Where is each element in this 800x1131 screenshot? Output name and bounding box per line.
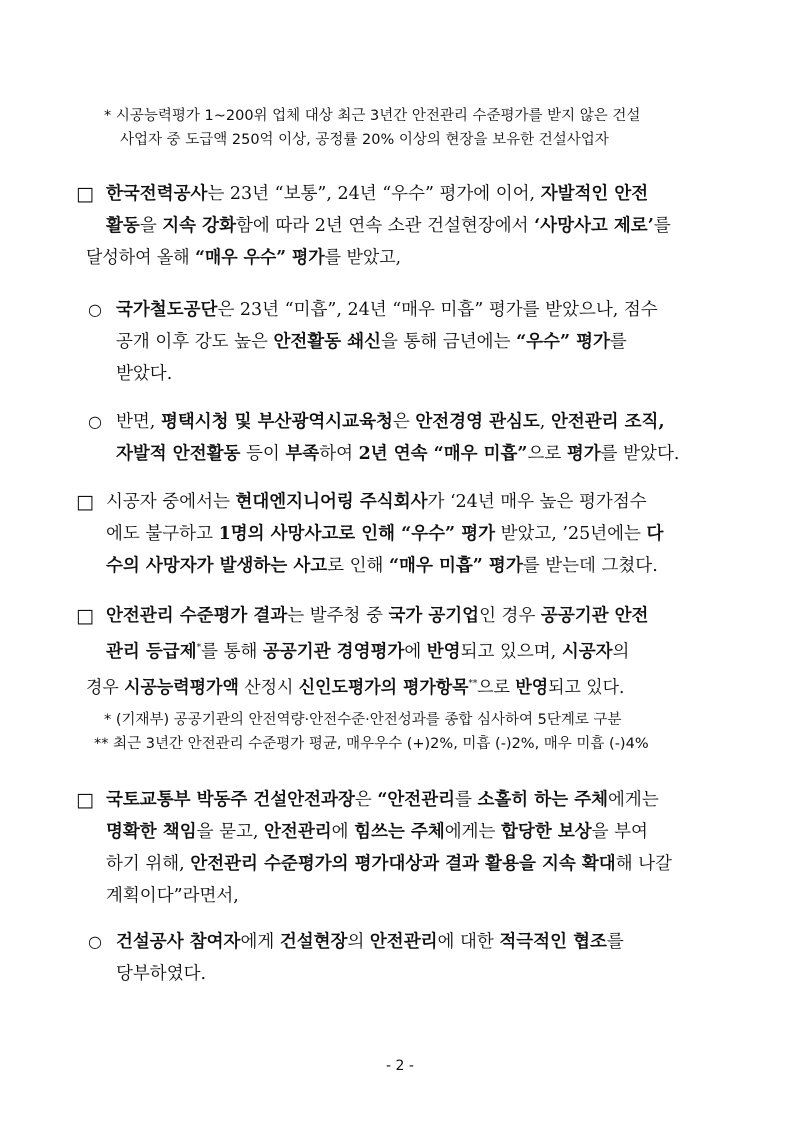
circle-bullet-3: ○ [88, 932, 102, 951]
page-number: - 2 - [386, 1058, 414, 1074]
p7-line1: 건설공사 참여자에게 건설현장의 안전관리에 대한 적극적인 협조를 [116, 932, 624, 952]
p3-line1: 반면, 평택시청 및 부산광역시교육청은 안전경영 관심도, 안전관리 조직, [116, 412, 665, 432]
paragraph-railway [116, 294, 726, 390]
p5-line1: 안전관리 수준평가 결과는 발주청 중 국가 공기업인 경우 공공기관 안전 [106, 606, 649, 626]
p6-line4: 계획이다”라면서, [106, 886, 239, 906]
p6-line2: 명확한 책임을 묻고, 안전관리에 힘쓰는 주체에게는 합당한 보상을 부여 [106, 822, 648, 842]
circle-bullet-1: ○ [88, 300, 102, 319]
p2-line1: 국가철도공단은 23년 “미흡”, 24년 “매우 미흡” 평가를 받았으나, 점수 [116, 300, 658, 320]
paragraph-cooperation [116, 926, 726, 990]
footnote-top-line2: 사업자 중 도급액 250억 이상, 공정률 20% 이상의 현장을 보유한 건설사업자 [120, 132, 609, 148]
p1-line1: 한국전력공사는 23년 “보통”, 24년 “우수” 평가에 이어, 자발적인 안전 [106, 184, 649, 204]
paragraph-hyundai [106, 486, 726, 582]
p6-line3: 하기 위해, 안전관리 수준평가의 평가대상과 결과 활용을 지속 확대해 나갈 [106, 854, 672, 874]
footnote-top [104, 104, 724, 152]
p3-line2: 자발적 안전활동 등이 부족하여 2년 연속 “매우 미흡”으로 평가를 받았다. [116, 444, 680, 464]
p5-line2: 관리 등급제*를 통해 공공기관 경영평가에 반영되고 있으며, 시공자의 [106, 641, 630, 662]
circle-bullet-2: ○ [88, 412, 102, 431]
paragraph-results-usage [86, 600, 726, 704]
paragraph-kepco [86, 178, 726, 274]
square-bullet-4: □ [76, 789, 94, 811]
square-bullet-1: □ [76, 183, 94, 205]
p4-line2: 에도 불구하고 1명의 사망사고로 인해 “우수” 평가 받았고, ’25년에는 다 [106, 524, 664, 544]
footnote-mid [94, 708, 734, 756]
square-bullet-3: □ [76, 605, 94, 627]
p7-line2: 당부하였다. [116, 964, 207, 984]
paragraph-ministry-quote [106, 784, 726, 912]
p2-line3: 받았다. [116, 364, 173, 384]
p4-line3: 수의 사망자가 발생하는 사고로 인해 “매우 미흡” 평가를 받는데 그쳤다. [106, 556, 658, 576]
p5-line3: 경우 시공능력평가액 산정시 신인도평가의 평가항목**으로 반영되고 있다. [86, 677, 625, 698]
p6-line1: 국토교통부 박동주 건설안전과장은 “안전관리를 소홀히 하는 주체에게는 [106, 790, 659, 810]
footnote-mid-line1: * (기재부) 공공기관의 안전역량·안전수준·안전성과를 종합 심사하여 5단계로 구분 [104, 712, 622, 728]
p1-line3: 달성하여 올해 “매우 우수” 평가를 받았고, [86, 248, 401, 268]
footnote-top-line1: * 시공능력평가 1~200위 업체 대상 최근 3년간 안전관리 수준평가를 받지 않은 건설 [104, 108, 641, 124]
p2-line2: 공개 이후 강도 높은 안전활동 쇄신을 통해 금년에는 “우수” 평가를 [116, 332, 627, 352]
square-bullet-2: □ [76, 491, 94, 513]
paragraph-pyeongtaek [116, 406, 726, 470]
footnote-mid-line2: ** 최근 3년간 안전관리 수준평가 평균, 매우우수 (+)2%, 미흡 (-)2%, 매우 미흡 (-)4% [94, 736, 649, 752]
p1-line2: 활동을 지속 강화함에 따라 2년 연속 소관 건설현장에서 ‘사망사고 제로’를 [106, 216, 671, 236]
p4-line1: 시공자 중에서는 현대엔지니어링 주식회사가 ‘24년 매우 높은 평가점수 [106, 492, 647, 512]
